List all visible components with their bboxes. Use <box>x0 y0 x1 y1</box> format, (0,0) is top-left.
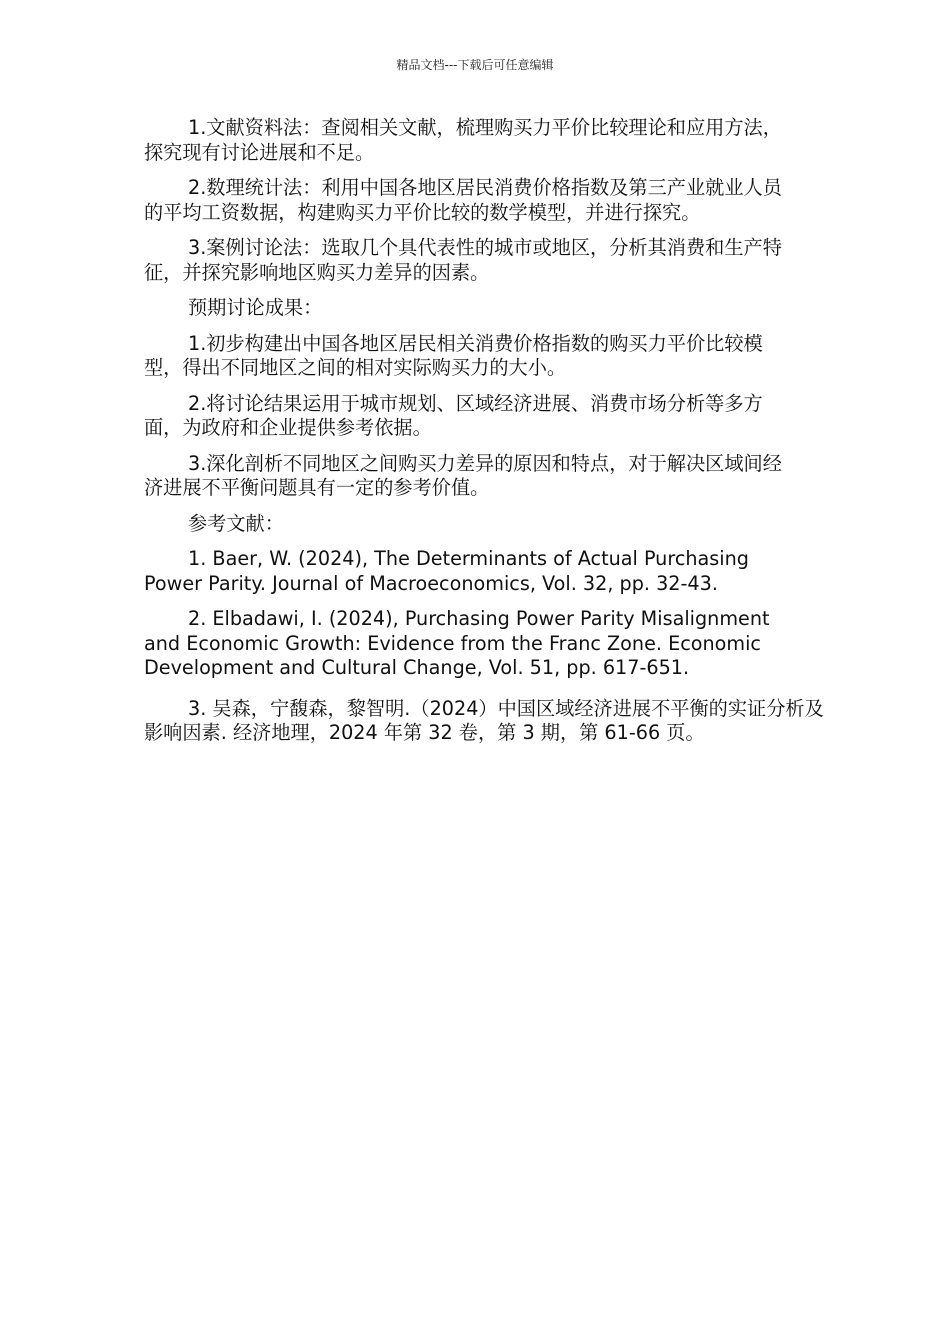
result-item-3: 3.深化剖析不同地区之间购买力差异的原因和特点，对于解决区域间经济进展不平衡问题具有一定的参考价值。 <box>144 451 782 499</box>
reference-item-3: 3. 吴森，宁馥森，黎智明.（2024）中国区域经济进展不平衡的实证分析及影响因素. 经济地理，2024 年第 32 卷，第 3 期，第 61-66 页。 <box>144 696 824 744</box>
result-item-1: 1.初步构建出中国各地区居民相关消费价格指数的购买力平价比较模型，得出不同地区之间的相对实际购买力的大小。 <box>144 331 763 379</box>
page-header: 精品文档---下载后可任意编辑 <box>396 58 554 72</box>
result-item-2: 2.将讨论结果运用于城市规划、区域经济进展、消费市场分析等多方面，为政府和企业提供参考依据。 <box>144 391 763 439</box>
method-statistics: 2.数理统计法：利用中国各地区居民消费价格指数及第三产业就业人员的平均工资数据，构建购买力平价比较的数学模型，并进行探究。 <box>144 176 782 224</box>
reference-item-1: 1. Baer, W. (2024), The Determinants of Actual Purchasing Power Parity. Journal of Macroeconomics, Vol. 32, pp. 32-43. <box>144 547 749 595</box>
references-heading: 参考文献： <box>188 511 284 535</box>
method-case-study: 3.案例讨论法：选取几个具代表性的城市或地区，分析其消费和生产特征，并探究影响地区购买力差异的因素。 <box>144 236 782 284</box>
method-literature: 1.文献资料法：查阅相关文献，梳理购买力平价比较理论和应用方法，探究现有讨论进展和不足。 <box>144 116 782 164</box>
reference-item-2: 2. Elbadawi, I. (2024), Purchasing Power Parity Misalignment and Economic Growth: Evidence from the Franc Zone. Economic Development and Cultural Change, Vol. 51, pp. 617-651. <box>144 607 770 679</box>
results-heading: 预期讨论成果： <box>188 296 323 319</box>
document-body <box>144 116 824 757</box>
